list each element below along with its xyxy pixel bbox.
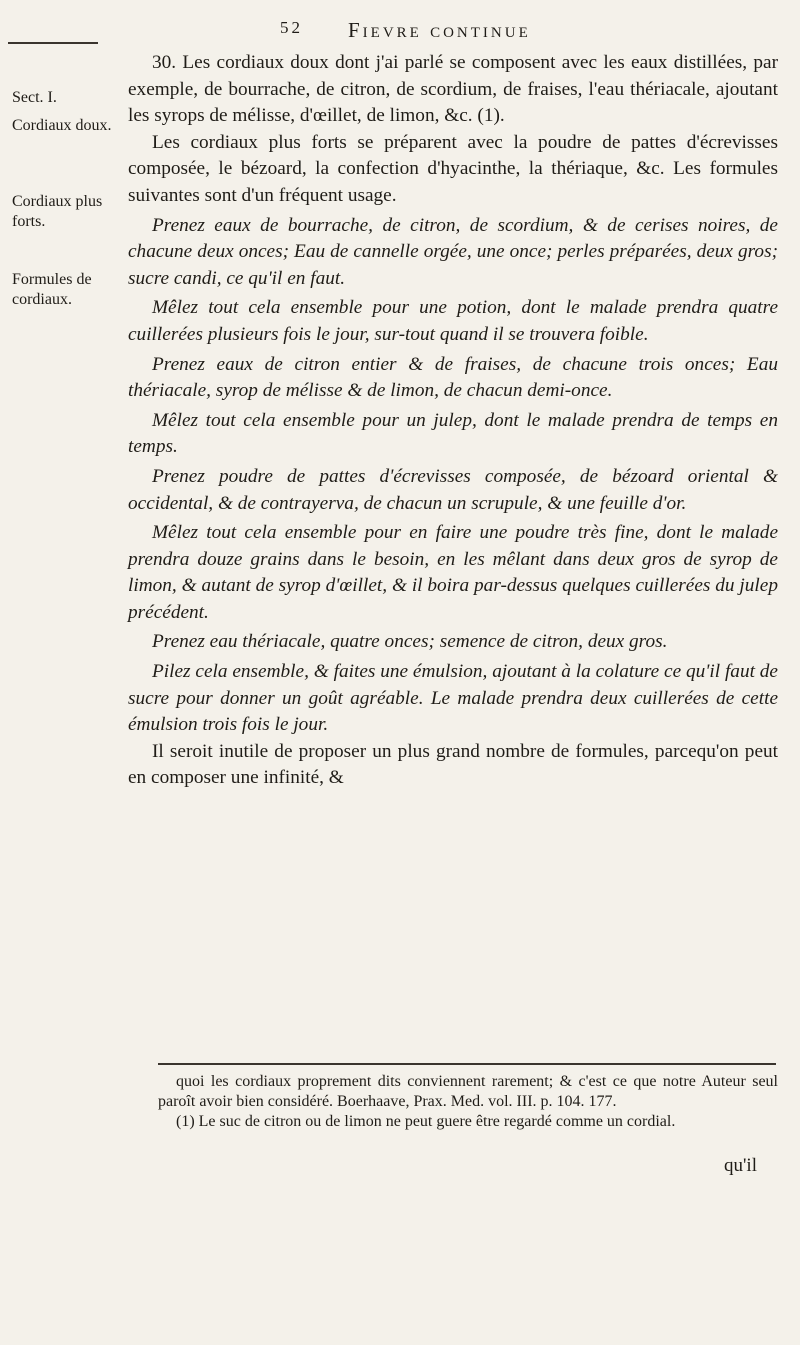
- formula-1-directions: Mêlez tout cela ensemble pour une potion, dont le malade prendra quatre cuillerées plusieurs fois le jour, sur-tout quand il se trouvera foible.: [128, 297, 778, 345]
- main-text: [128, 50, 778, 792]
- page-number: 52: [280, 18, 303, 37]
- formula-2-ingredients: Prenez eaux de citron entier & de fraises, de chacune trois onces; Eau thériacale, syrop de mélisse & de limon, de chacun demi-once.: [128, 353, 778, 402]
- formula-4-directions: Pilez cela ensemble, & faites une émulsion, ajoutant à la colature ce qu'il faut de sucre pour donner un goût agréable. Le malade prendra deux cuillerées de cette émulsion trois fois le jour.: [128, 661, 778, 736]
- formula-2-directions: Mêlez tout cela ensemble pour un julep, dont le malade prendra de temps en temps.: [128, 409, 778, 458]
- paragraph-closing: Il seroit inutile de proposer un plus grand nombre de formules, parcequ'on peut en composer une infinité, &: [128, 740, 778, 789]
- paragraph-30: 30. Les cordiaux doux dont j'ai parlé se composent avec les eaux distillées, par exemple, de bourrache, de citron, de scordium, de fraises, l'eau thériacale, ajoutant les syrops de mélisse, d'œillet, de limon, &c. (1).: [128, 52, 778, 127]
- paragraph-cordiaux-forts: Les cordiaux plus forts se préparent avec la poudre de pattes d'écrevisses composée, le bézoard, la confection d'hyacinthe, la thériaque, &c. Les formules suivantes sont d'un fréquent usage.: [128, 131, 778, 206]
- footnote-1: (1) Le suc de citron ou de limon ne peut guere être regardé comme un cordial.: [176, 1113, 676, 1130]
- formula-1-ingredients: Prenez eaux de bourrache, de citron, de scordium, & de cerises noires, de chacune deux onces; Eau de cannelle orgée, une once; perles préparées, deux gros; sucre candi, ce qu'il en faut.: [128, 214, 778, 289]
- running-head: Fievre continue: [348, 18, 531, 42]
- margin-note-cordiaux-doux: Cordiaux doux.: [12, 117, 112, 134]
- formula-3-directions: Mêlez tout cela ensemble pour en faire une poudre très fine, dont le malade prendra douze grains dans le besoin, en les mêlant dans deux gros de syrop de limon, & autant de syrop d'œillet, & il boira par-dessus quelques cuillerées du julep précédent.: [128, 522, 778, 623]
- formula-4-ingredients: Prenez eau thériacale, quatre onces; semence de citron, deux gros.: [152, 631, 668, 653]
- header-rule: [8, 42, 98, 44]
- margin-note-section: Sect. I.: [12, 89, 57, 106]
- margin-note-cordiaux-forts: Cordiaux plus forts.: [12, 193, 103, 230]
- catchword: qu'il: [724, 1155, 757, 1176]
- footnotes: [158, 1072, 778, 1132]
- formula-3-ingredients: Prenez poudre de pattes d'écrevisses composée, de bézoard oriental & occidental, & de contrayerva, de chacun un scrupule, & une feuille d'or.: [128, 465, 778, 514]
- footnote-rule: [158, 1063, 776, 1065]
- page-header: [280, 18, 770, 44]
- footnote-continuation: quoi les cordiaux proprement dits conviennent rarement; & c'est ce que notre Auteur seul paroît avoir bien considéré. Boerhaave, Prax. Med. vol. III. p. 104. 177.: [158, 1073, 778, 1110]
- margin-note-formules: Formules de cordiaux.: [12, 271, 92, 308]
